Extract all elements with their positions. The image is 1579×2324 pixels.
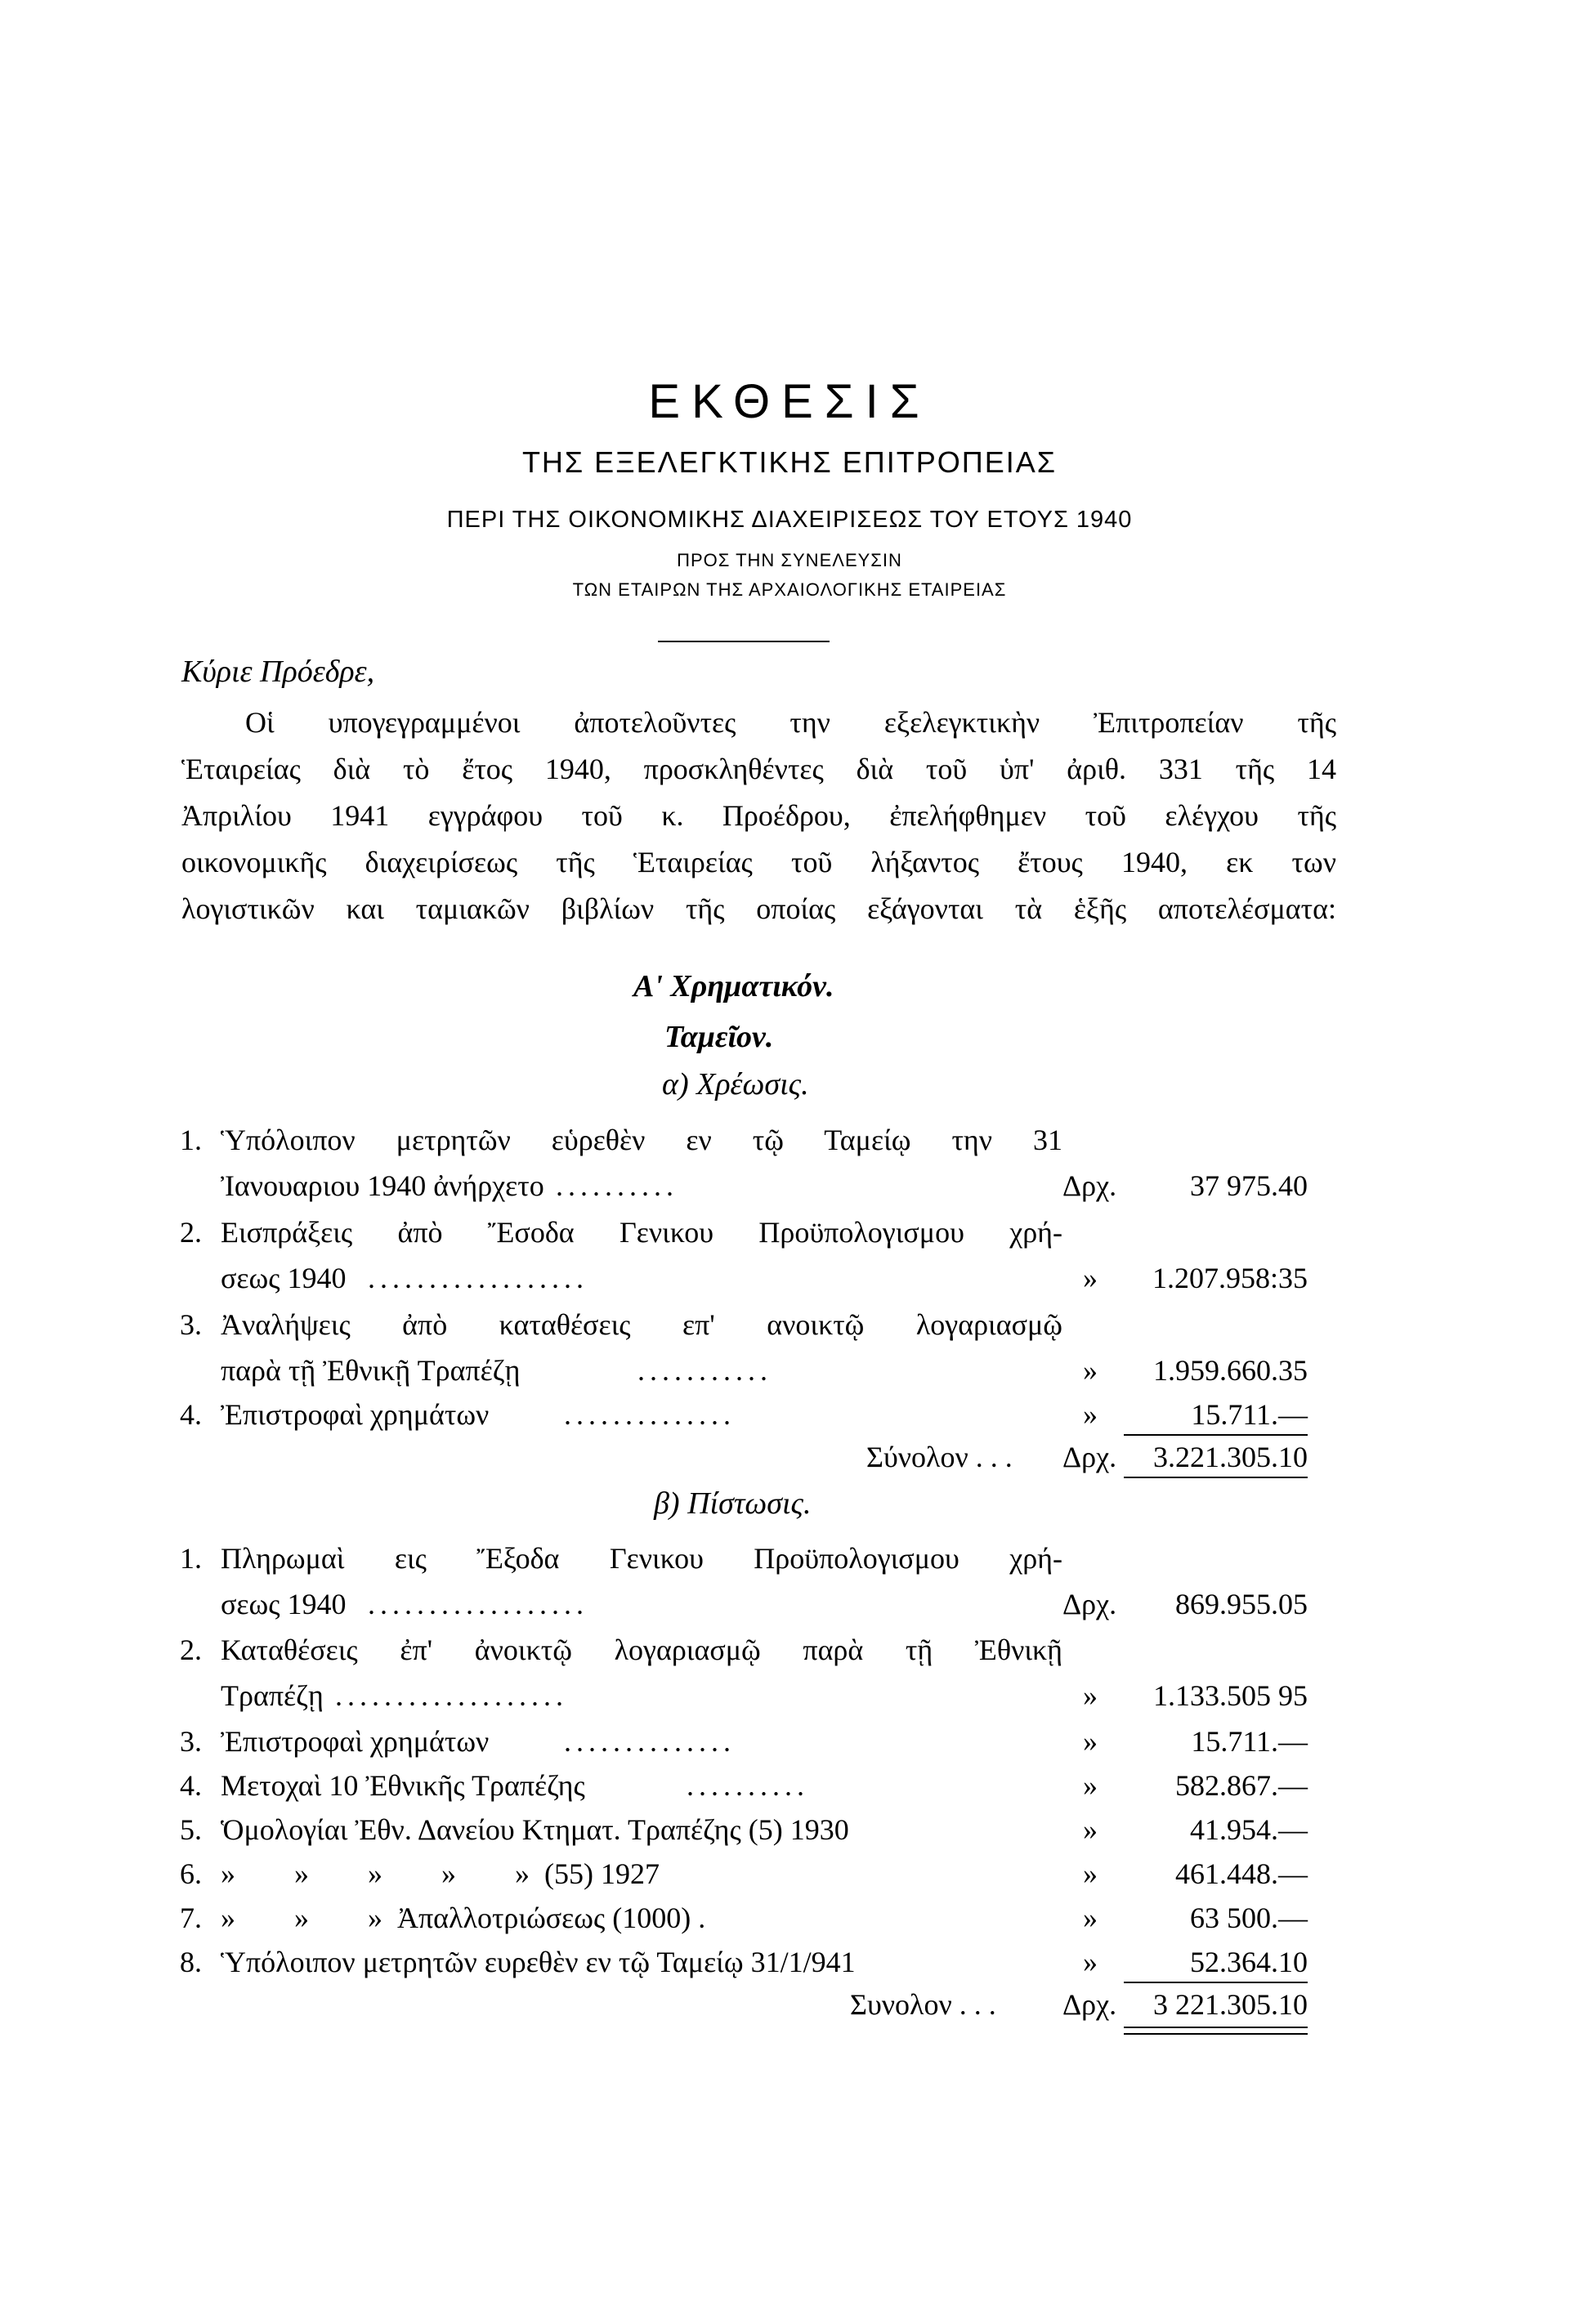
credit-row-cont [180, 1587, 1332, 1626]
amount: 461.448.— [1175, 1857, 1308, 1890]
row-number: 6. [180, 1857, 202, 1890]
row-text: » » » Ἀπαλλοτριώσεως (1000) . [221, 1902, 706, 1934]
intro-line: λογιστικῶν και ταμιακῶν βιβλίων τῆς οποίας εξάγονται τὰ ἑξῆς αποτελέσματα: [181, 892, 1336, 925]
report-title: ΕΚΘΕΣΙΣ [648, 375, 931, 428]
row-text: Καταθέσεις ἐπ' ἀνοικτῷ λογαριασμῷ παρὰ τῇ Ἐθνικῇ [221, 1634, 1062, 1666]
debit-row-cont [180, 1169, 1332, 1208]
leader-dots: .......... [556, 1169, 678, 1202]
credit-row [180, 1857, 1332, 1896]
row-text: Ἀναλήψεις ἀπὸ καταθέσεις επ' ανοικτῷ λογαριασμῷ [221, 1308, 1062, 1341]
total-label: Συνολον . . . [850, 1988, 996, 2021]
leader-dots: .................. [368, 1588, 588, 1620]
sum-rule [1124, 1434, 1308, 1436]
total-amount: 3.221.305.10 [1153, 1441, 1308, 1473]
row-text: Ὑπόλοιπον μετρητῶν εὑρεθὲν εν τῷ Ταμείῳ την 31 [221, 1124, 1062, 1156]
row-text: Ἐπιστροφαὶ χρημάτων [221, 1725, 490, 1758]
currency: Δρχ. [1062, 1169, 1117, 1202]
debit-row [180, 1123, 1332, 1162]
credit-row [180, 1768, 1332, 1808]
amount: 15.711.— [1191, 1398, 1308, 1431]
total-label: Σύνολον . . . [866, 1441, 1013, 1473]
report-addressee-2: ΤΩΝ ΕΤΑΙΡΩΝ ΤΗΣ ΑΡΧΑΙΟΛΟΓΙΚΗΣ ΕΤΑΙΡΕΙΑΣ [572, 579, 1007, 600]
credit-row-cont [180, 1678, 1332, 1718]
row-number: 7. [180, 1902, 202, 1934]
leader-dots: .............. [564, 1398, 736, 1431]
row-text: παρὰ τῇ Ἐθνικῇ Τραπέζῃ [221, 1354, 521, 1387]
section-a-subtitle: Ταμεῖον. [664, 1020, 774, 1054]
currency: Δρχ. [1062, 1588, 1117, 1620]
currency: » [1083, 1398, 1098, 1431]
currency: » [1083, 1769, 1098, 1802]
row-number: 4. [180, 1769, 202, 1802]
debit-row-cont [180, 1353, 1332, 1392]
row-text: Ἰανουαριου 1940 ἀνήρχετο [221, 1169, 544, 1202]
amount: 1.959.660.35 [1153, 1354, 1308, 1387]
amount: 1.133.505 95 [1153, 1679, 1308, 1712]
debit-row [180, 1307, 1332, 1347]
row-text: Ἐπιστροφαὶ χρημάτων [221, 1398, 490, 1431]
salutation: Κύριε Πρόεδρε, [181, 655, 375, 689]
report-subject: ΠΕΡΙ ΤΗΣ ΟΙΚΟΝΟΜΙΚΗΣ ΔΙΑΧΕΙΡΙΣΕΩΣ ΤΟΥ ΕΤΟΥΣ 1940 [446, 507, 1133, 533]
debit-row [180, 1397, 1332, 1437]
debit-row [180, 1215, 1332, 1254]
amount: 52.364.10 [1190, 1946, 1308, 1978]
row-text: Ὑπόλοιπον μετρητῶν ευρεθὲν εν τῷ Ταμείῳ 31/1/941 [221, 1946, 856, 1978]
debit-title: α) Χρέωσις. [662, 1067, 809, 1102]
row-text: Ὁμολογίαι Ἐθν. Δανείου Κτηματ. Τραπέζης (5) 1930 [221, 1813, 849, 1846]
currency: » [1083, 1857, 1098, 1890]
row-number: 1. [180, 1124, 202, 1156]
row-text: σεως 1940 [221, 1262, 347, 1294]
report-subtitle: ΤΗΣ ΕΞΕΛΕΓΚΤΙΚΗΣ ΕΠΙΤΡΟΠΕΙΑΣ [521, 445, 1058, 479]
row-number: 4. [180, 1398, 202, 1431]
credit-row [180, 1901, 1332, 1940]
row-text: » » » » » (55) 1927 [221, 1857, 660, 1890]
credit-title: β) Πίστωσις. [654, 1486, 812, 1521]
total-rule-double [1124, 2033, 1308, 2035]
amount: 1.207.958:35 [1152, 1262, 1308, 1294]
row-number: 2. [180, 1634, 202, 1666]
row-text: Εισπράξεις ἀπὸ Ἔσοδα Γενικου Προϋπολογισμου χρή- [221, 1216, 1062, 1249]
credit-row [180, 1633, 1332, 1672]
intro-line: Οἱ υπογεγραμμένοι ἀποτελοῦντες την εξελεγκτικὴν Ἐπιτροπείαν τῆς [245, 706, 1336, 739]
section-a-title: Α' Χρηματικόν. [633, 969, 834, 1003]
row-number: 3. [180, 1308, 202, 1341]
amount: 63 500.— [1190, 1902, 1308, 1934]
currency: » [1083, 1262, 1098, 1294]
total-rule [1124, 2027, 1308, 2028]
amount: 15.711.— [1191, 1725, 1308, 1758]
intro-line: οικονομικῆς διαχειρίσεως τῆς Ἑταιρείας τοῦ λήξαντος ἔτους 1940, εκ των [181, 846, 1336, 878]
credit-row [180, 1945, 1332, 1984]
debit-total-row [180, 1440, 1332, 1479]
credit-total-row [180, 1987, 1332, 2027]
amount: 582.867.— [1175, 1769, 1308, 1802]
leader-dots: .............. [564, 1725, 736, 1758]
leader-dots: ................... [335, 1679, 568, 1712]
amount: 37 975.40 [1190, 1169, 1308, 1202]
row-text: σεως 1940 [221, 1588, 347, 1620]
row-text: Τραπέζῃ [221, 1679, 324, 1712]
currency: » [1083, 1813, 1098, 1846]
currency: » [1083, 1902, 1098, 1934]
amount: 41.954.— [1190, 1813, 1308, 1846]
row-number: 1. [180, 1542, 202, 1575]
total-amount: 3 221.305.10 [1153, 1988, 1308, 2021]
currency: Δρχ. [1062, 1988, 1117, 2021]
row-number: 5. [180, 1813, 202, 1846]
currency: » [1083, 1354, 1098, 1387]
report-addressee: ΠΡΟΣ ΤΗΝ ΣΥΝΕΛΕΥΣΙΝ [677, 550, 902, 570]
amount: 869.955.05 [1175, 1588, 1308, 1620]
credit-row [180, 1812, 1332, 1852]
leader-dots: ........... [637, 1354, 772, 1387]
leader-dots: .................. [368, 1262, 588, 1294]
row-text: Μετοχαὶ 10 Ἐθνικῆς Τραπέζης [221, 1769, 585, 1802]
credit-row [180, 1541, 1332, 1580]
sum-rule [1124, 1982, 1308, 1983]
header-divider [658, 641, 830, 642]
row-number: 8. [180, 1946, 202, 1978]
row-number: 2. [180, 1216, 202, 1249]
currency: » [1083, 1725, 1098, 1758]
currency: » [1083, 1679, 1098, 1712]
total-rule [1124, 1477, 1308, 1478]
debit-row-cont [180, 1261, 1332, 1300]
currency: Δρχ. [1062, 1441, 1117, 1473]
intro-line: Ἀπριλίου 1941 εγγράφου τοῦ κ. Προέδρου, ἐπελήφθημεν τοῦ ελέγχου τῆς [181, 799, 1336, 832]
currency: » [1083, 1946, 1098, 1978]
row-text: Πληρωμαὶ εις Ἔξοδα Γενικου Προϋπολογισμου χρή- [221, 1542, 1062, 1575]
credit-row [180, 1724, 1332, 1763]
intro-line: Ἑταιρείας διὰ τὸ ἔτος 1940, προσκληθέντες διὰ τοῦ ὑπ' ἀριθ. 331 τῆς 14 [181, 753, 1336, 785]
leader-dots: .......... [687, 1769, 809, 1802]
row-number: 3. [180, 1725, 202, 1758]
